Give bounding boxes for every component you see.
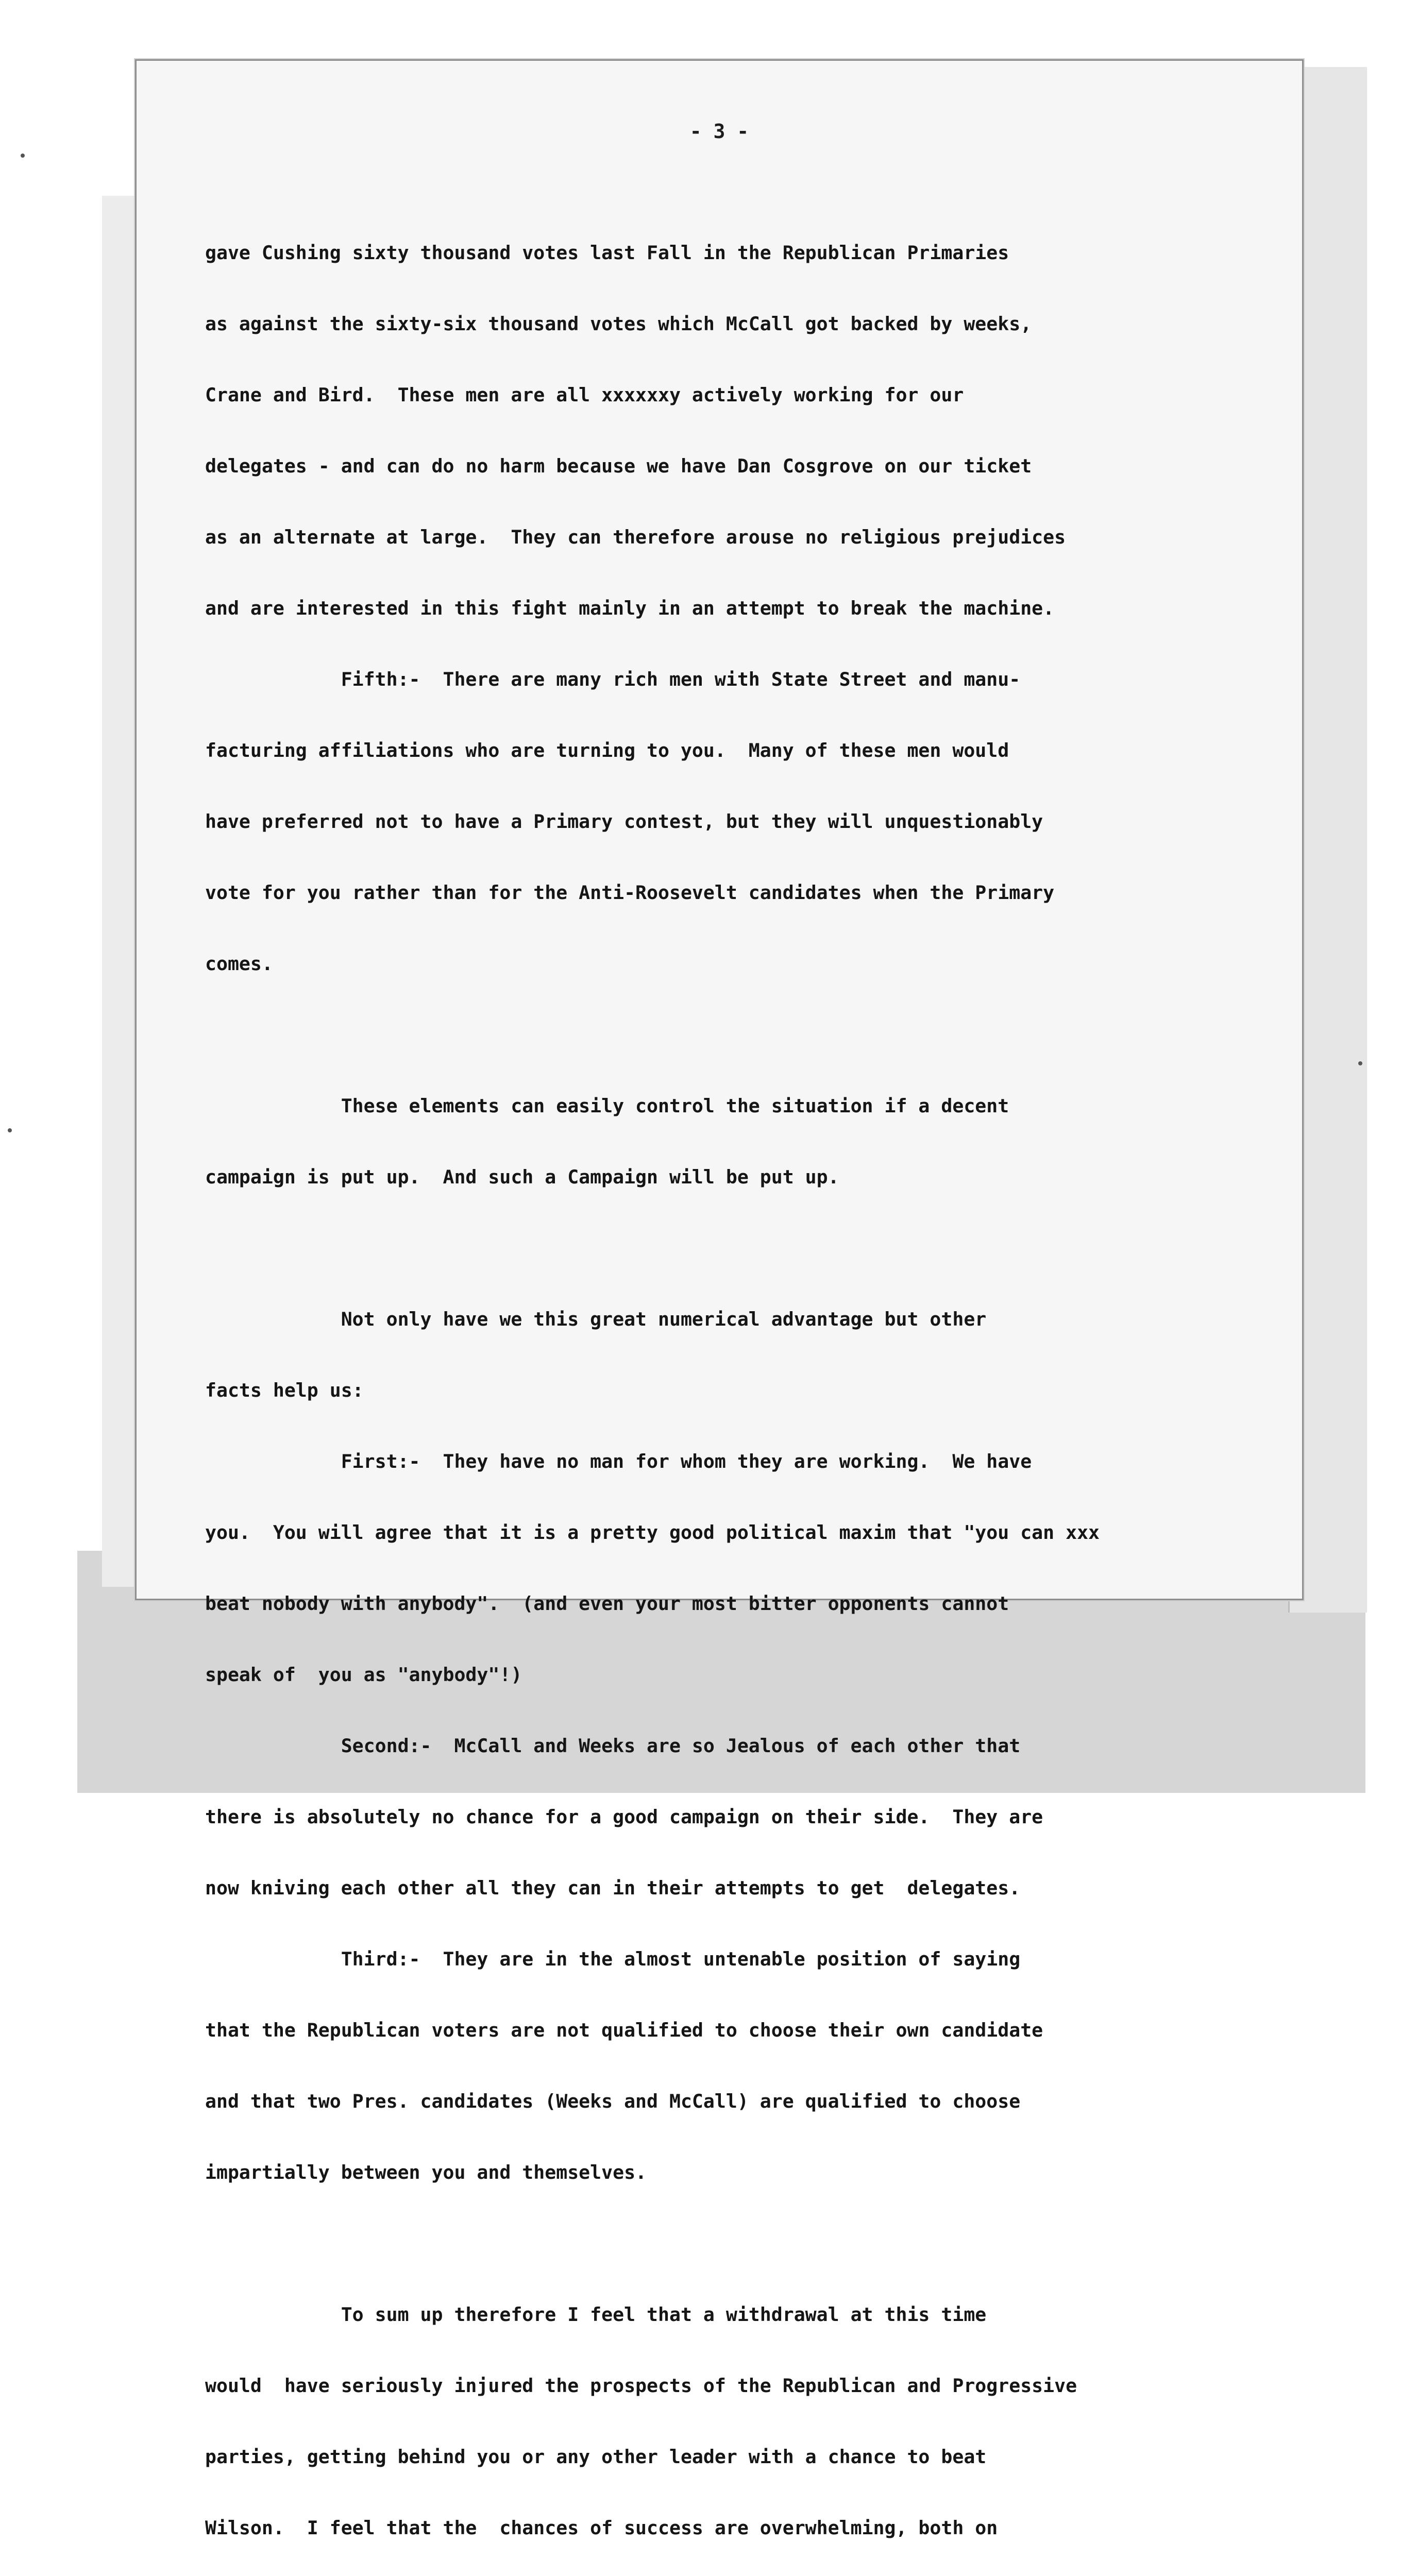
text-line: speak of you as "anybody"!) [205,1664,522,1686]
text-line: To sum up therefore I feel that a withdrawal at this time [205,2303,987,2326]
page-number: - 3 - [689,120,749,143]
paragraph-gap [205,1236,1287,1260]
text-line: campaign is put up. And such a Campaign will be put up. [205,1166,839,1188]
paragraph [205,1047,1287,1236]
text-line: comes. [205,953,273,975]
letter-body [205,194,1287,2576]
text-line: Not only have we this great numerical advantage but other [205,1308,987,1330]
text-line: First:- They have no man for whom they are working. We have [205,1450,1032,1472]
paragraph [205,194,1287,1023]
text-line: vote for you rather than for the Anti-Roosevelt candidates when the Primary [205,882,1055,904]
speck [1358,1061,1362,1065]
text-line: as an alternate at large. They can therefore arouse no religious prejudices [205,526,1066,548]
speck [8,1128,12,1132]
text-line: beat nobody with anybody". (and even your most bitter opponents cannot [205,1592,1009,1615]
text-line: gave Cushing sixty thousand votes last Fall in the Republican Primaries [205,242,1009,264]
text-line: These elements can easily control the situation if a decent [205,1095,1009,1117]
text-line: Third:- They are in the almost untenable position of saying [205,1948,1021,1970]
text-line: and are interested in this fight mainly in an attempt to break the machine. [205,597,1055,619]
text-line: you. You will agree that it is a pretty good political maxim that "you can xxx [205,1521,1100,1544]
text-line: now kniving each other all they can in their attempts to get delegates. [205,1877,1021,1899]
typed-letter-page [135,59,1304,2539]
speck [21,154,25,158]
paragraph-gap [205,2232,1287,2256]
text-line: there is absolutely no chance for a good campaign on their side. They are [205,1806,1043,1828]
text-line: and that two Pres. candidates (Weeks and McCall) are qualified to choose [205,2090,1021,2112]
text-line: Fifth:- There are many rich men with State Street and manu- [205,668,1021,690]
text-line: that the Republican voters are not qualified to choose their own candidate [205,2019,1043,2041]
text-line: have preferred not to have a Primary contest, but they will unquestionably [205,810,1043,833]
text-line: parties, getting behind you or any other leader with a chance to beat [205,2446,987,2468]
text-line: would have seriously injured the prospects of the Republican and Progressive [205,2375,1077,2397]
text-line: Wilson. I feel that the chances of success are overwhelming, both on [205,2517,998,2539]
paragraph-gap [205,1023,1287,1047]
text-line: impartially between you and themselves. [205,2161,647,2183]
text-line: as against the sixty-six thousand votes which McCall got backed by weeks, [205,313,1032,335]
paragraph [205,1260,1287,2232]
text-line: facts help us: [205,1379,364,1401]
text-line: Crane and Bird. These men are all xxxxxxy actively working for our [205,384,964,406]
text-line: facturing affiliations who are turning to you. Many of these men would [205,739,1009,761]
text-line: Second:- McCall and Weeks are so Jealous of each other that [205,1735,1021,1757]
text-line: delegates - and can do no harm because we have Dan Cosgrove on our ticket [205,455,1032,477]
paragraph [205,2256,1287,2576]
